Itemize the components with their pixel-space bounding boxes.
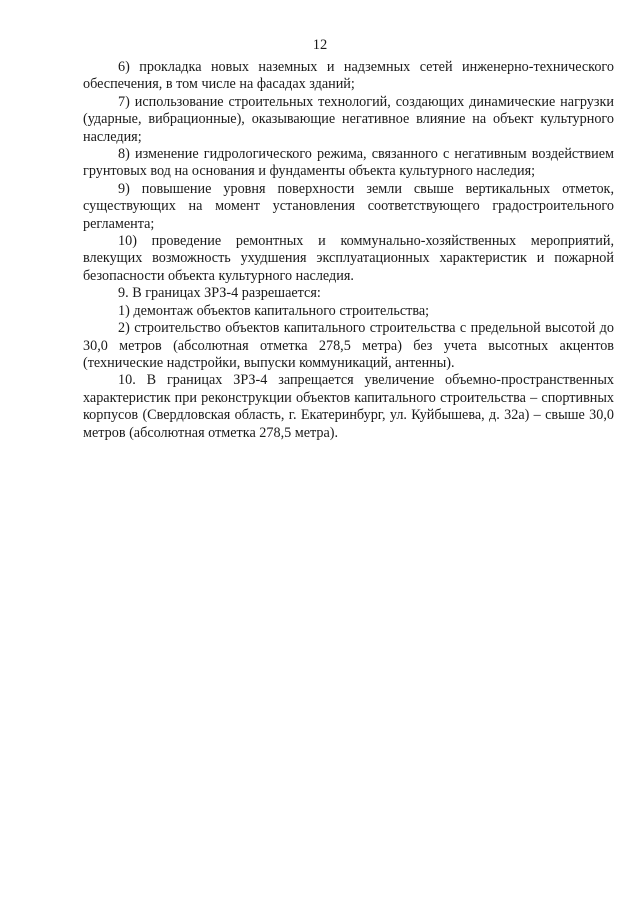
list-item-prohibited-9: 9) повышение уровня поверхности земли свыше вертикальных отметок, существующих на момент установления соответствующего градостроительного регламента; [83, 180, 614, 232]
document-body [83, 59, 614, 442]
section-heading-permitted: 9. В границах ЗРЗ-4 разрешается: [118, 285, 321, 302]
list-item-permitted-1: 1) демонтаж объектов капитального строительства; [118, 302, 430, 319]
page-number: 12 [312, 37, 328, 53]
list-item-prohibited-7: 7) использование строительных технологий, создающих динамические нагрузки (ударные, вибрационные), оказывающие негативное влияние на объект культурного наследия; [83, 93, 614, 145]
section-paragraph-prohibition: 10. В границах ЗРЗ-4 запрещается увеличение объемно-пространственных характеристик при реконструкции объектов капитального строительства – спортивных корпусов (Свердловская область, г. Екатеринбург, ул. Куйбышева, д. 32а) – свыше 30,0 метров (абсолютная отметка 278,5 метра). [83, 372, 614, 441]
list-item-prohibited-8: 8) изменение гидрологического режима, связанного с негативным воздействием грунтовых вод на основания и фундаменты объекта культурного наследия; [83, 146, 614, 180]
list-item-permitted-2: 2) строительство объектов капитального строительства с предельной высотой до 30,0 метров (абсолютная отметка 278,5 метра) без учета высотных акцентов (технические надстройки, выпуски коммуникаций, антенны). [83, 320, 614, 371]
list-item-prohibited-10: 10) проведение ремонтных и коммунально-хозяйственных мероприятий, влекущих возможность ухудшения эксплуатационных характеристик и пожарной безопасности объекта культурного наследия. [83, 233, 614, 284]
list-item-prohibited-6: 6) прокладка новых наземных и надземных сетей инженерно-технического обеспечения, в том числе на фасадах зданий; [83, 59, 614, 93]
